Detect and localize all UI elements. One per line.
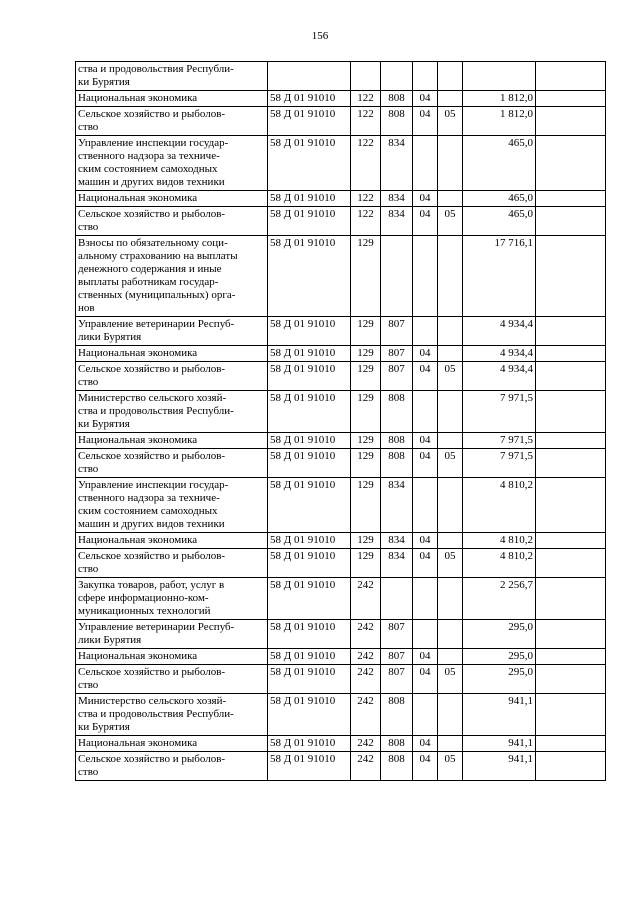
cell-admin-code: 807 [381, 362, 413, 391]
cell-section: 04 [413, 107, 438, 136]
table-row [76, 136, 606, 191]
cell-extra [536, 136, 606, 191]
cell-subsection [438, 346, 463, 362]
cell-section: 04 [413, 191, 438, 207]
cell-subsection [438, 236, 463, 317]
cell-target-article: 58 Д 01 91010 [268, 391, 351, 433]
cell-subsection [438, 62, 463, 91]
cell-admin-code: 807 [381, 665, 413, 694]
cell-name: Сельское хозяйство и рыболов- ство [76, 549, 268, 578]
cell-amount: 465,0 [463, 136, 536, 191]
cell-expense-type: 129 [351, 549, 381, 578]
cell-expense-type [351, 62, 381, 91]
cell-name: Сельское хозяйство и рыболов- ство [76, 665, 268, 694]
cell-admin-code: 808 [381, 91, 413, 107]
cell-expense-type: 122 [351, 191, 381, 207]
cell-extra [536, 665, 606, 694]
cell-expense-type: 242 [351, 694, 381, 736]
cell-amount: 295,0 [463, 665, 536, 694]
cell-amount: 7 971,5 [463, 433, 536, 449]
cell-expense-type: 129 [351, 317, 381, 346]
cell-subsection: 05 [438, 207, 463, 236]
cell-subsection [438, 136, 463, 191]
cell-name: Взносы по обязательному соци- альному страхованию на выплаты денежного содержания и иные выплаты работникам государ- ственных (муниципальных) орга- нов [76, 236, 268, 317]
page-number: 156 [311, 30, 329, 42]
table-row [76, 736, 606, 752]
table-row [76, 91, 606, 107]
cell-subsection [438, 533, 463, 549]
cell-target-article: 58 Д 01 91010 [268, 449, 351, 478]
cell-amount: 465,0 [463, 191, 536, 207]
cell-target-article: 58 Д 01 91010 [268, 649, 351, 665]
cell-target-article: 58 Д 01 91010 [268, 665, 351, 694]
cell-subsection: 05 [438, 107, 463, 136]
cell-name: Сельское хозяйство и рыболов- ство [76, 107, 268, 136]
cell-extra [536, 391, 606, 433]
cell-name: Сельское хозяйство и рыболов- ство [76, 752, 268, 781]
table-row [76, 107, 606, 136]
cell-target-article: 58 Д 01 91010 [268, 752, 351, 781]
cell-subsection [438, 191, 463, 207]
cell-subsection [438, 391, 463, 433]
cell-admin-code: 834 [381, 191, 413, 207]
cell-extra [536, 752, 606, 781]
cell-amount: 17 716,1 [463, 236, 536, 317]
cell-extra [536, 107, 606, 136]
table-row [76, 346, 606, 362]
table-row [76, 578, 606, 620]
cell-name: Национальная экономика [76, 736, 268, 752]
cell-target-article: 58 Д 01 91010 [268, 478, 351, 533]
cell-extra [536, 236, 606, 317]
cell-target-article: 58 Д 01 91010 [268, 362, 351, 391]
table-row [76, 236, 606, 317]
cell-expense-type: 242 [351, 620, 381, 649]
cell-subsection [438, 578, 463, 620]
cell-expense-type: 129 [351, 362, 381, 391]
cell-expense-type: 129 [351, 346, 381, 362]
table-body [76, 62, 606, 781]
cell-admin-code: 808 [381, 736, 413, 752]
table-row [76, 391, 606, 433]
table-row [76, 649, 606, 665]
cell-amount: 4 934,4 [463, 317, 536, 346]
cell-extra [536, 62, 606, 91]
table-row [76, 533, 606, 549]
cell-extra [536, 478, 606, 533]
cell-name: Закупка товаров, работ, услуг в сфере информационно-ком- муникационных технологий [76, 578, 268, 620]
cell-admin-code: 834 [381, 533, 413, 549]
cell-admin-code: 808 [381, 433, 413, 449]
cell-target-article: 58 Д 01 91010 [268, 107, 351, 136]
cell-subsection: 05 [438, 449, 463, 478]
cell-section: 04 [413, 649, 438, 665]
cell-target-article: 58 Д 01 91010 [268, 736, 351, 752]
cell-target-article: 58 Д 01 91010 [268, 136, 351, 191]
cell-name: Управление ветеринарии Респуб- лики Бурятия [76, 620, 268, 649]
table-row [76, 694, 606, 736]
cell-admin-code: 807 [381, 317, 413, 346]
cell-section: 04 [413, 449, 438, 478]
cell-amount: 7 971,5 [463, 449, 536, 478]
cell-extra [536, 578, 606, 620]
cell-amount [463, 62, 536, 91]
table-row [76, 478, 606, 533]
cell-section: 04 [413, 433, 438, 449]
cell-name: Управление ветеринарии Респуб- лики Бурятия [76, 317, 268, 346]
cell-amount: 1 812,0 [463, 91, 536, 107]
cell-section [413, 391, 438, 433]
cell-target-article: 58 Д 01 91010 [268, 191, 351, 207]
cell-section: 04 [413, 752, 438, 781]
cell-admin-code: 807 [381, 649, 413, 665]
table-row [76, 362, 606, 391]
table-row [76, 620, 606, 649]
cell-subsection [438, 620, 463, 649]
cell-subsection: 05 [438, 549, 463, 578]
cell-admin-code [381, 578, 413, 620]
cell-expense-type: 242 [351, 665, 381, 694]
cell-subsection [438, 433, 463, 449]
cell-target-article [268, 62, 351, 91]
cell-extra [536, 620, 606, 649]
table-row [76, 449, 606, 478]
cell-admin-code: 834 [381, 136, 413, 191]
cell-subsection [438, 91, 463, 107]
cell-extra [536, 736, 606, 752]
cell-target-article: 58 Д 01 91010 [268, 236, 351, 317]
cell-amount: 2 256,7 [463, 578, 536, 620]
table-row [76, 752, 606, 781]
cell-amount: 4 934,4 [463, 362, 536, 391]
cell-name: Национальная экономика [76, 433, 268, 449]
cell-name: Национальная экономика [76, 533, 268, 549]
cell-expense-type: 129 [351, 478, 381, 533]
cell-admin-code: 834 [381, 478, 413, 533]
cell-admin-code: 807 [381, 620, 413, 649]
cell-section [413, 620, 438, 649]
cell-extra [536, 433, 606, 449]
cell-section [413, 136, 438, 191]
cell-admin-code [381, 236, 413, 317]
cell-extra [536, 207, 606, 236]
cell-extra [536, 449, 606, 478]
cell-admin-code: 808 [381, 391, 413, 433]
cell-name: Сельское хозяйство и рыболов- ство [76, 449, 268, 478]
cell-section [413, 62, 438, 91]
cell-name: Национальная экономика [76, 346, 268, 362]
cell-expense-type: 122 [351, 107, 381, 136]
cell-section [413, 478, 438, 533]
cell-expense-type: 129 [351, 236, 381, 317]
cell-admin-code: 834 [381, 207, 413, 236]
cell-target-article: 58 Д 01 91010 [268, 346, 351, 362]
cell-admin-code: 807 [381, 346, 413, 362]
cell-section: 04 [413, 533, 438, 549]
cell-amount: 4 934,4 [463, 346, 536, 362]
cell-amount: 1 812,0 [463, 107, 536, 136]
cell-name: Национальная экономика [76, 91, 268, 107]
cell-name: Национальная экономика [76, 191, 268, 207]
cell-subsection [438, 694, 463, 736]
table-row [76, 62, 606, 91]
cell-target-article: 58 Д 01 91010 [268, 91, 351, 107]
cell-amount: 295,0 [463, 649, 536, 665]
cell-target-article: 58 Д 01 91010 [268, 694, 351, 736]
cell-target-article: 58 Д 01 91010 [268, 433, 351, 449]
cell-target-article: 58 Д 01 91010 [268, 317, 351, 346]
cell-expense-type: 242 [351, 752, 381, 781]
cell-subsection: 05 [438, 362, 463, 391]
cell-admin-code: 808 [381, 694, 413, 736]
cell-subsection [438, 649, 463, 665]
cell-section [413, 694, 438, 736]
cell-name: Национальная экономика [76, 649, 268, 665]
cell-section [413, 236, 438, 317]
cell-expense-type: 122 [351, 207, 381, 236]
table-row [76, 207, 606, 236]
cell-expense-type: 129 [351, 391, 381, 433]
cell-amount: 941,1 [463, 694, 536, 736]
cell-subsection [438, 478, 463, 533]
table-row [76, 317, 606, 346]
cell-extra [536, 91, 606, 107]
cell-expense-type: 129 [351, 449, 381, 478]
cell-target-article: 58 Д 01 91010 [268, 549, 351, 578]
cell-section [413, 578, 438, 620]
cell-expense-type: 242 [351, 649, 381, 665]
cell-extra [536, 191, 606, 207]
cell-extra [536, 549, 606, 578]
cell-expense-type: 122 [351, 136, 381, 191]
cell-section: 04 [413, 549, 438, 578]
cell-expense-type: 122 [351, 91, 381, 107]
table-row [76, 665, 606, 694]
cell-admin-code: 808 [381, 449, 413, 478]
cell-subsection [438, 736, 463, 752]
cell-section: 04 [413, 736, 438, 752]
cell-amount: 4 810,2 [463, 533, 536, 549]
cell-name: Сельское хозяйство и рыболов- ство [76, 362, 268, 391]
cell-target-article: 58 Д 01 91010 [268, 578, 351, 620]
cell-extra [536, 362, 606, 391]
cell-extra [536, 694, 606, 736]
cell-name: Министерство сельского хозяй- ства и продовольствия Республи- ки Бурятия [76, 391, 268, 433]
cell-amount: 941,1 [463, 752, 536, 781]
cell-name: ства и продовольствия Республи- ки Бурятия [76, 62, 268, 91]
cell-target-article: 58 Д 01 91010 [268, 620, 351, 649]
cell-subsection: 05 [438, 752, 463, 781]
cell-amount: 465,0 [463, 207, 536, 236]
cell-name: Управление инспекции государ- ственного надзора за техниче- ским состоянием самоходных машин и других видов техники [76, 136, 268, 191]
cell-amount: 7 971,5 [463, 391, 536, 433]
cell-name: Управление инспекции государ- ственного надзора за техниче- ским состоянием самоходных машин и других видов техники [76, 478, 268, 533]
cell-subsection [438, 317, 463, 346]
cell-extra [536, 346, 606, 362]
cell-amount: 295,0 [463, 620, 536, 649]
cell-name: Сельское хозяйство и рыболов- ство [76, 207, 268, 236]
cell-target-article: 58 Д 01 91010 [268, 533, 351, 549]
cell-extra [536, 649, 606, 665]
cell-admin-code [381, 62, 413, 91]
cell-section: 04 [413, 362, 438, 391]
cell-section: 04 [413, 665, 438, 694]
cell-section: 04 [413, 207, 438, 236]
cell-target-article: 58 Д 01 91010 [268, 207, 351, 236]
cell-section: 04 [413, 91, 438, 107]
cell-amount: 941,1 [463, 736, 536, 752]
cell-section [413, 317, 438, 346]
cell-extra [536, 317, 606, 346]
cell-subsection: 05 [438, 665, 463, 694]
table-row [76, 433, 606, 449]
cell-extra [536, 533, 606, 549]
table-row [76, 549, 606, 578]
cell-name: Министерство сельского хозяй- ства и продовольствия Республи- ки Бурятия [76, 694, 268, 736]
cell-amount: 4 810,2 [463, 549, 536, 578]
cell-admin-code: 834 [381, 549, 413, 578]
table-row [76, 191, 606, 207]
cell-expense-type: 242 [351, 578, 381, 620]
cell-section: 04 [413, 346, 438, 362]
cell-expense-type: 242 [351, 736, 381, 752]
cell-expense-type: 129 [351, 533, 381, 549]
cell-admin-code: 808 [381, 107, 413, 136]
budget-table [75, 61, 606, 781]
cell-expense-type: 129 [351, 433, 381, 449]
cell-admin-code: 808 [381, 752, 413, 781]
cell-amount: 4 810,2 [463, 478, 536, 533]
